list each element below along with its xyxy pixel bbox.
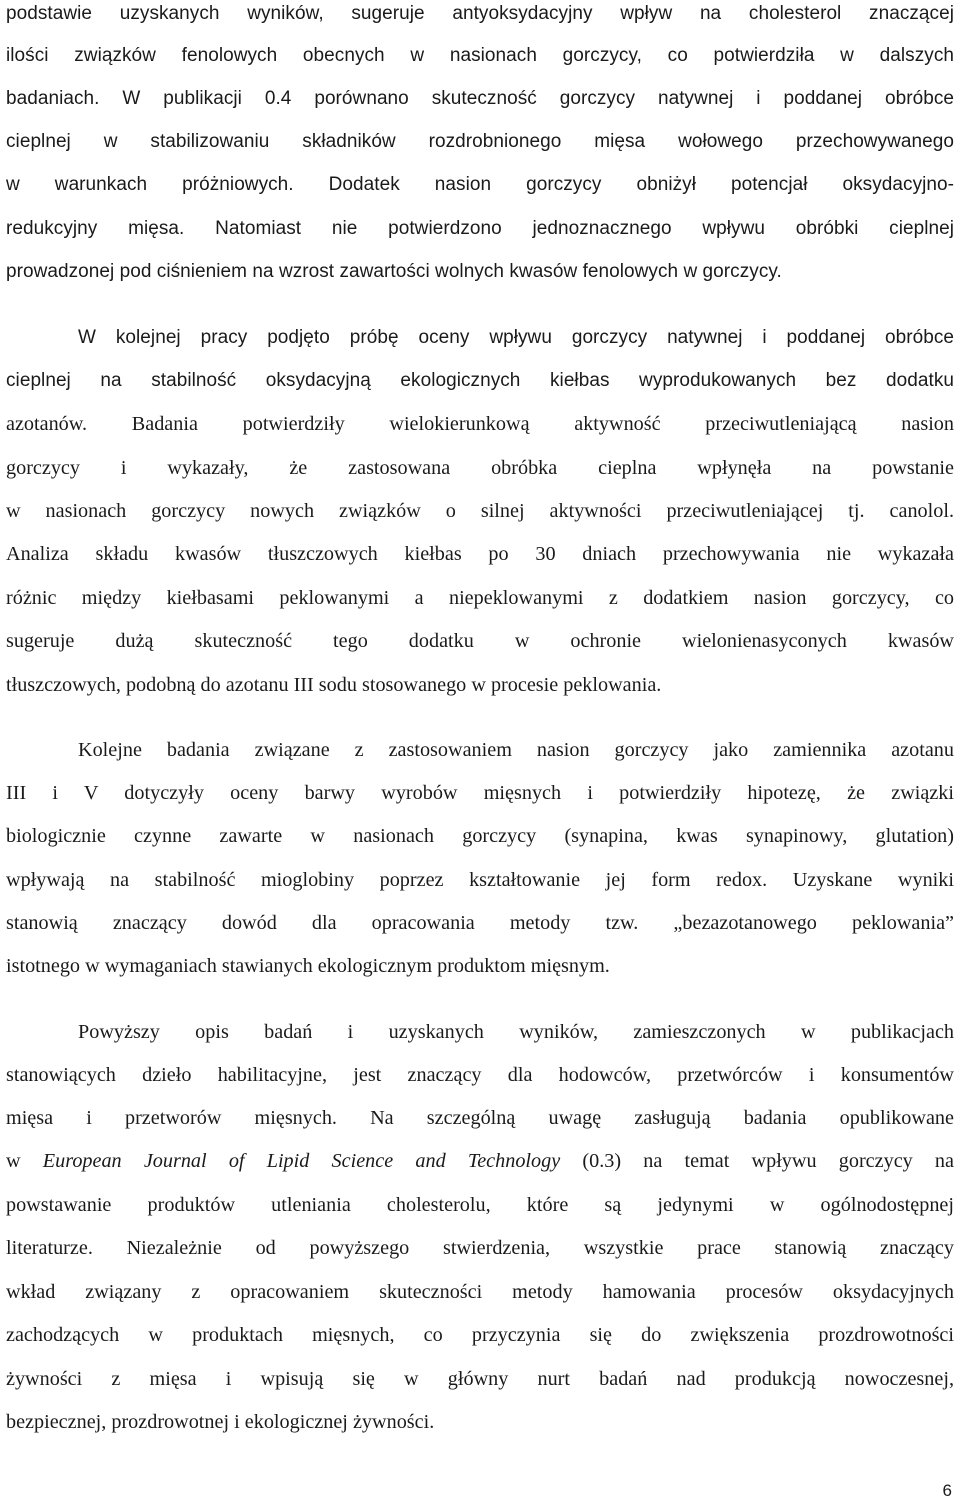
- text-line: ilości związków fenolowych obecnych w nasionach gorczycy, co potwierdziła w dalszych: [6, 45, 954, 66]
- text-line: azotanów. Badania potwierdziły wielokierunkową aktywność przeciwutleniającą nasion: [6, 413, 954, 435]
- text-line: Kolejne badania związane z zastosowaniem nasion gorczycy jako zamiennika azotanu: [78, 739, 954, 761]
- journal-title: European Journal of Lipid Science and Technology: [42, 1150, 561, 1172]
- text-line: biologicznie czynne zawarte w nasionach gorczycy (synapina, kwas synapinowy, glutation): [6, 825, 954, 847]
- text-line: wkład związany z opracowaniem skuteczności metody hamowania procesów oksydacyjnych: [6, 1281, 954, 1303]
- text-line: różnic między kiełbasami peklowanymi a niepeklowanymi z dodatkiem nasion gorczycy, co: [6, 587, 954, 609]
- text-line-with-journal: [6, 1147, 954, 1175]
- text-line: stanowiących dzieło habilitacyjne, jest znaczący dla hodowców, przetwórców i konsumentów: [6, 1064, 954, 1086]
- text-line: w nasionach gorczycy nowych związków o silnej aktywności przeciwutleniającej tj. canolol.: [6, 500, 954, 522]
- text-line: badaniach. W publikacji 0.4 porównano skuteczność gorczycy natywnej i poddanej obróbce: [6, 88, 954, 109]
- text-line: redukcyjny mięsa. Natomiast nie potwierdzono jednoznacznego wpływu obróbki cieplnej: [6, 218, 954, 239]
- page-number: 6: [942, 1481, 952, 1500]
- text-line: zachodzących w produktach mięsnych, co przyczynia się do zwiększenia prozdrowotności: [6, 1324, 954, 1346]
- text-line: cieplnej na stabilność oksydacyjną ekologicznych kiełbas wyprodukowanych bez dodatku: [6, 370, 954, 391]
- text-line: mięsa i przetworów mięsnych. Na szczególną uwagę zasługują badania opublikowane: [6, 1107, 954, 1129]
- text-line: w warunkach próżniowych. Dodatek nasion gorczycy obniżył potencjał oksydacyjno-: [6, 174, 954, 195]
- text-line: gorczycy i wykazały, że zastosowana obróbka cieplna wpłynęła na powstanie: [6, 457, 954, 479]
- text-line: żywności z mięsa i wpisują się w główny nurt badań nad produkcją nowoczesnej,: [6, 1368, 954, 1390]
- text-line: tłuszczowych, podobną do azotanu III sodu stosowanego w procesie peklowania.: [6, 674, 662, 696]
- text-line: sugeruje dużą skuteczność tego dodatku w ochronie wielonienasyconych kwasów: [6, 630, 954, 652]
- text-fragment: (0.3) na temat wpływu gorczycy na: [560, 1150, 954, 1172]
- text-line: Powyższy opis badań i uzyskanych wyników, zamieszczonych w publikacjach: [78, 1021, 954, 1043]
- text-line: Analiza składu kwasów tłuszczowych kiełbas po 30 dniach przechowywania nie wykazała: [6, 543, 954, 565]
- text-line: III i V dotyczyły oceny barwy wyrobów mięsnych i potwierdziły hipotezę, że związki: [6, 782, 954, 804]
- text-line: podstawie uzyskanych wyników, sugeruje antyoksydacyjny wpływ na cholesterol znaczącej: [6, 3, 954, 24]
- text-line: literaturze. Niezależnie od powyższego stwierdzenia, wszystkie prace stanowią znaczący: [6, 1237, 954, 1259]
- text-line: cieplnej w stabilizowaniu składników rozdrobnionego mięsa wołowego przechowywanego: [6, 131, 954, 152]
- text-line: powstawanie produktów utleniania cholesterolu, które są jedynymi w ogólnodostępnej: [6, 1194, 954, 1216]
- text-line: istotnego w wymaganiach stawianych ekologicznym produktom mięsnym.: [6, 955, 610, 977]
- text-line: wpływają na stabilność mioglobiny poprzez kształtowanie jej form redox. Uzyskane wyniki: [6, 869, 954, 891]
- text-fragment: w: [6, 1150, 43, 1172]
- text-line: prowadzonej pod ciśnieniem na wzrost zawartości wolnych kwasów fenolowych w gorczycy.: [6, 261, 782, 282]
- text-line: W kolejnej pracy podjęto próbę oceny wpływu gorczycy natywnej i poddanej obróbce: [78, 327, 954, 348]
- text-line: bezpiecznej, prozdrowotnej i ekologicznej żywności.: [6, 1411, 435, 1433]
- text-line: stanowią znaczący dowód dla opracowania metody tzw. „bezazotanowego peklowania”: [6, 912, 954, 934]
